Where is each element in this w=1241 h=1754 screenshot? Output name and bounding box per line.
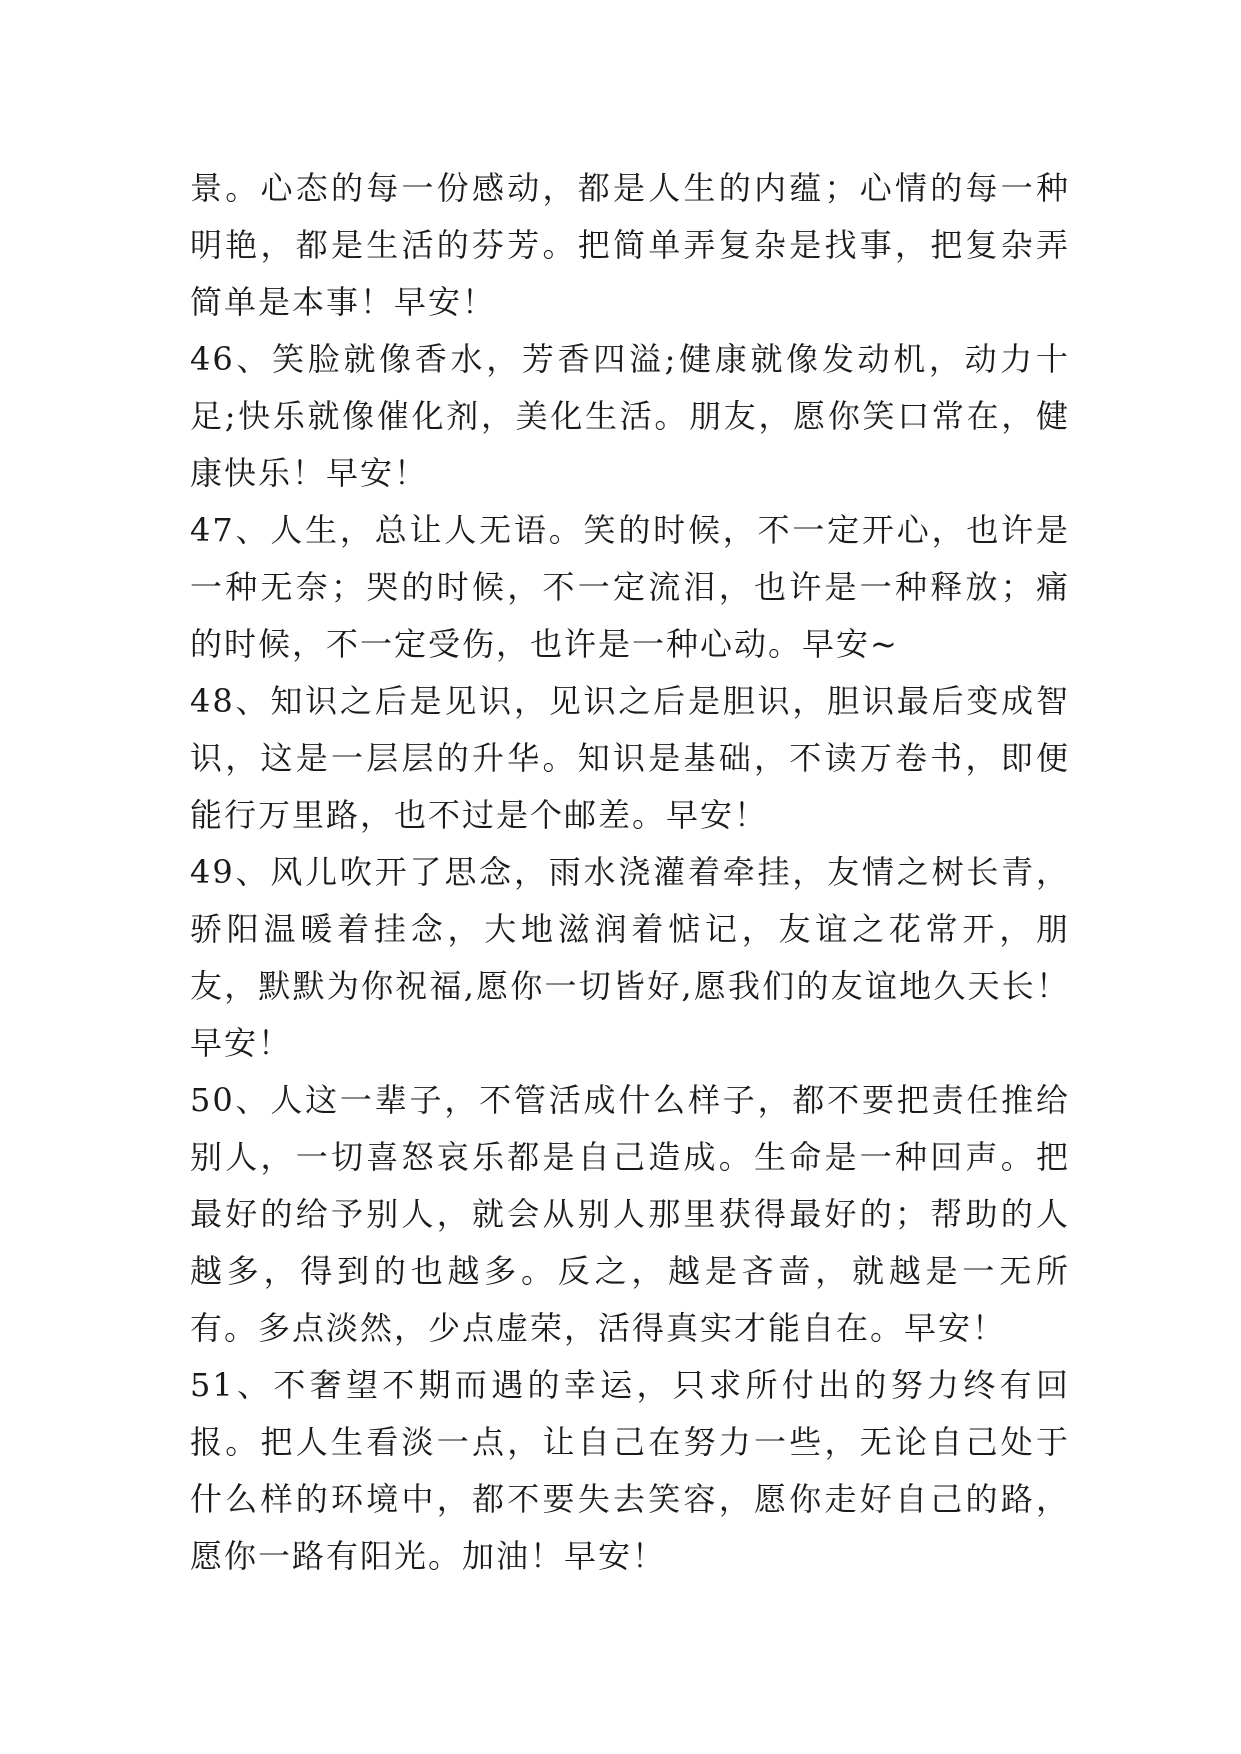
- paragraph-49: 49、风儿吹开了思念，雨水浇灌着牵挂，友情之树长青，骄阳温暖着挂念，大地滋润着惦记，友谊之花常开，朋友，默默为你祝福,愿你一切皆好,愿我们的友谊地久天长！早安！: [190, 853, 1070, 1062]
- paragraph-45-continued: 景。心态的每一份感动，都是人生的内蕴；心情的每一种明艳，都是生活的芬芳。把简单弄复杂是找事，把复杂弄简单是本事！早安！: [190, 169, 1070, 321]
- paragraph-51: 51、不奢望不期而遇的幸运，只求所付出的努力终有回报。把人生看淡一点，让自己在努力一些，无论自己处于什么样的环境中，都不要失去笑容，愿你走好自己的路，愿你一路有阳光。加油！早安！: [190, 1366, 1070, 1575]
- paragraph-47: 47、人生，总让人无语。笑的时候，不一定开心，也许是一种无奈；哭的时候，不一定流泪，也许是一种释放；痛的时候，不一定受伤，也许是一种心动。早安~: [190, 511, 1070, 663]
- paragraph-46: 46、笑脸就像香水，芳香四溢;健康就像发动机，动力十足;快乐就像催化剂，美化生活。朋友，愿你笑口常在，健康快乐！早安！: [190, 340, 1070, 492]
- document-body: [190, 160, 1070, 1585]
- paragraph-48: 48、知识之后是见识，见识之后是胆识，胆识最后变成智识，这是一层层的升华。知识是基础，不读万卷书，即便能行万里路，也不过是个邮差。早安！: [190, 682, 1070, 834]
- paragraph-50: 50、人这一辈子，不管活成什么样子，都不要把责任推给别人，一切喜怒哀乐都是自己造成。生命是一种回声。把最好的给予别人，就会从别人那里获得最好的；帮助的人越多，得到的也越多。反之，越是吝啬，就越是一无所有。多点淡然，少点虚荣，活得真实才能自在。早安！: [190, 1081, 1070, 1347]
